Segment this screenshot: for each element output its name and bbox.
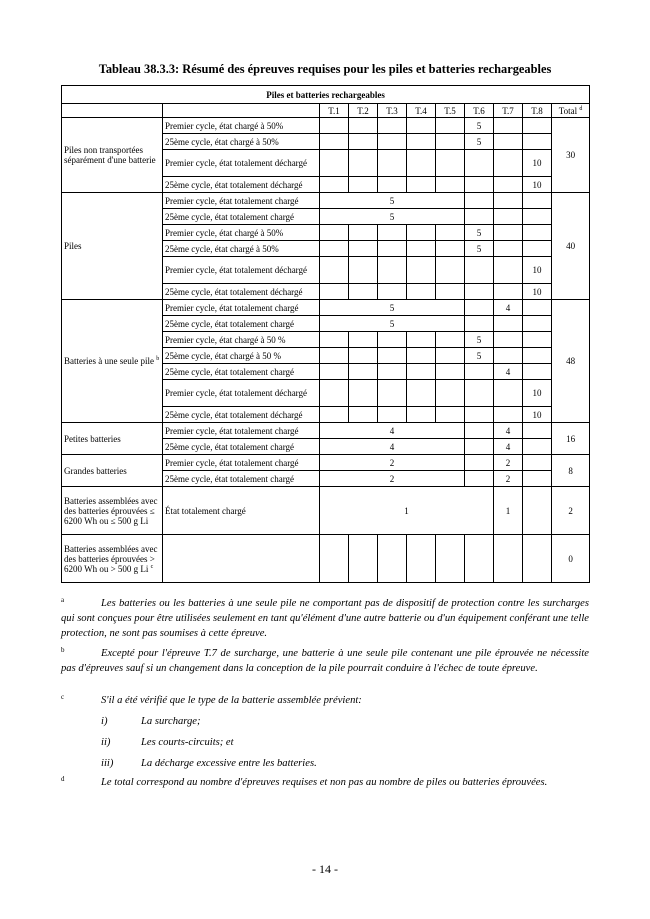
- row-label: 25ème cycle, état totalement déchargé: [163, 177, 320, 193]
- cell-value: 5: [465, 348, 494, 364]
- cell-value: 10: [523, 380, 552, 407]
- footnote-text: Les batteries ou les batteries à une seule pile ne comportant pas de dispositif de protection contre les surcharges qui sont conçues pour être utilisées seulement en tant qu'élément d'une autre batterie ou d'un équipement conférant une telle protection, ne sont pas soumises à cette épreuve.: [61, 598, 589, 639]
- cell-value: 5: [465, 118, 494, 134]
- group-label: Batteries à une seule pile $^b$: [62, 300, 163, 423]
- col-header-t4: T.4: [407, 104, 436, 118]
- row-label: 25ème cycle, état totalement chargé: [163, 471, 320, 487]
- group-total: 0: [552, 535, 590, 583]
- list-item-num: i): [101, 716, 108, 727]
- col-header-t3: T.3: [378, 104, 407, 118]
- cell-value: 4: [494, 439, 523, 455]
- group-total: 40: [552, 193, 590, 300]
- table-row: [62, 455, 590, 471]
- tests-summary-table: [61, 85, 590, 583]
- cell-value: 10: [523, 407, 552, 423]
- row-label: [163, 535, 320, 583]
- row-label: 25ème cycle, état chargé à 50 %: [163, 348, 320, 364]
- table-row: [62, 300, 590, 316]
- table-row: [62, 423, 590, 439]
- footnote-text: S'il a été vérifié que le type de la batterie assemblée prévient:: [101, 695, 362, 706]
- row-label: Premier cycle, état totalement déchargé: [163, 380, 320, 407]
- cell-value: 4: [494, 300, 523, 316]
- list-item-text: Les courts-circuits; et: [141, 737, 234, 748]
- col-header-t5: T.5: [436, 104, 465, 118]
- super-header: Piles et batteries rechargeables: [62, 86, 590, 104]
- row-label: Premier cycle, état totalement chargé: [163, 455, 320, 471]
- row-label: Premier cycle, état totalement chargé: [163, 423, 320, 439]
- table-title: Tableau 38.3.3: Résumé des épreuves requises pour les piles et batteries rechargeables: [98, 62, 552, 76]
- cell-value: 10: [523, 150, 552, 177]
- cell-value: 1: [494, 487, 523, 535]
- row-label: Premier cycle, état totalement chargé: [163, 300, 320, 316]
- footnote-a: [61, 596, 589, 641]
- row-label: 25ème cycle, état totalement chargé: [163, 316, 320, 332]
- col-header-total: Total $^d$: [552, 104, 590, 118]
- group-label: Grandes batteries: [62, 455, 163, 487]
- group-total: 8: [552, 455, 590, 487]
- row-label: 25ème cycle, état totalement chargé: [163, 209, 320, 225]
- col-header-t6: T.6: [465, 104, 494, 118]
- group-label: Petites batteries: [62, 423, 163, 455]
- cell-value: 1: [320, 487, 494, 535]
- cell-value: 4: [320, 423, 465, 439]
- group-label: Batteries assemblées avec des batteries éprouvées > 6200 Wh ou > 500 g Li $^c$: [62, 535, 163, 583]
- col-header-t8: T.8: [523, 104, 552, 118]
- group-total: 16: [552, 423, 590, 455]
- footnote-mark: b: [61, 646, 65, 654]
- row-label: Premier cycle, état totalement chargé: [163, 193, 320, 209]
- list-item-num: iii): [101, 758, 114, 769]
- cell-value: 5: [320, 209, 465, 225]
- cell-value: 4: [320, 439, 465, 455]
- cell-value: 2: [320, 455, 465, 471]
- col-header-t7: T.7: [494, 104, 523, 118]
- table-row: [62, 487, 590, 535]
- cell-value: 5: [465, 134, 494, 150]
- cell-value: 5: [465, 225, 494, 241]
- cell-value: 10: [523, 284, 552, 300]
- page-number: - 14 -: [312, 862, 338, 876]
- cell-value: 2: [494, 455, 523, 471]
- row-label: 25ème cycle, état totalement chargé: [163, 439, 320, 455]
- row-label: 25ème cycle, état chargé à 50%: [163, 241, 320, 257]
- row-label: État totalement chargé: [163, 487, 320, 535]
- row-label: 25ème cycle, état totalement déchargé: [163, 284, 320, 300]
- footnote-text: Le total correspond au nombre d'épreuves requises et non pas au nombre de piles ou batteries éprouvées.: [101, 777, 548, 788]
- list-item-num: ii): [101, 737, 111, 748]
- list-item-text: La surcharge;: [141, 716, 201, 727]
- row-label: 25ème cycle, état totalement déchargé: [163, 407, 320, 423]
- cell-value: 10: [523, 177, 552, 193]
- table-row: [62, 193, 590, 209]
- table-row: [62, 535, 590, 583]
- row-label: Premier cycle, état totalement déchargé: [163, 257, 320, 284]
- footnote-d: [61, 775, 589, 790]
- col-header-t1: T.1: [320, 104, 349, 118]
- footnote-text: Excepté pour l'épreuve T.7 de surcharge, une batterie à une seule pile contenant une pile éprouvée ne nécessite pas d'épreuves sauf si un changement dans la conception de la pile pourrait conduire à l'échec de toute épreuve.: [61, 648, 589, 674]
- row-label: Premier cycle, état totalement déchargé: [163, 150, 320, 177]
- row-label: Premier cycle, état chargé à 50%: [163, 118, 320, 134]
- footnote-mark: d: [61, 775, 65, 783]
- cell-value: 5: [320, 300, 465, 316]
- cell-value: 4: [494, 423, 523, 439]
- list-item-text: La décharge excessive entre les batteries.: [141, 758, 317, 769]
- row-label: 25ème cycle, état chargé à 50%: [163, 134, 320, 150]
- group-total: 30: [552, 118, 590, 193]
- footnote-mark: a: [61, 596, 65, 604]
- row-label: Premier cycle, état chargé à 50 %: [163, 332, 320, 348]
- group-label: Batteries assemblées avec des batteries éprouvées ≤ 6200 Wh ou ≤ 500 g Li: [62, 487, 163, 535]
- table-row: [62, 118, 590, 134]
- footnote-b: [61, 646, 589, 676]
- row-label: Premier cycle, état chargé à 50%: [163, 225, 320, 241]
- cell-value: 10: [523, 257, 552, 284]
- group-label: Piles non transportées séparément d'une batterie: [62, 118, 163, 193]
- footnote-mark: c: [61, 693, 65, 701]
- cell-value: 5: [465, 332, 494, 348]
- cell-value: 2: [494, 471, 523, 487]
- col-header-t2: T.2: [349, 104, 378, 118]
- cell-value: 4: [494, 364, 523, 380]
- cell-value: 5: [320, 193, 465, 209]
- group-total: 2: [552, 487, 590, 535]
- header-row: [62, 104, 590, 118]
- cell-value: 2: [320, 471, 465, 487]
- footnote-c: [61, 693, 589, 708]
- cell-value: 5: [320, 316, 465, 332]
- group-total: 48: [552, 300, 590, 423]
- cell-value: 5: [465, 241, 494, 257]
- row-label: 25ème cycle, état totalement chargé: [163, 364, 320, 380]
- group-label: Piles: [62, 193, 163, 300]
